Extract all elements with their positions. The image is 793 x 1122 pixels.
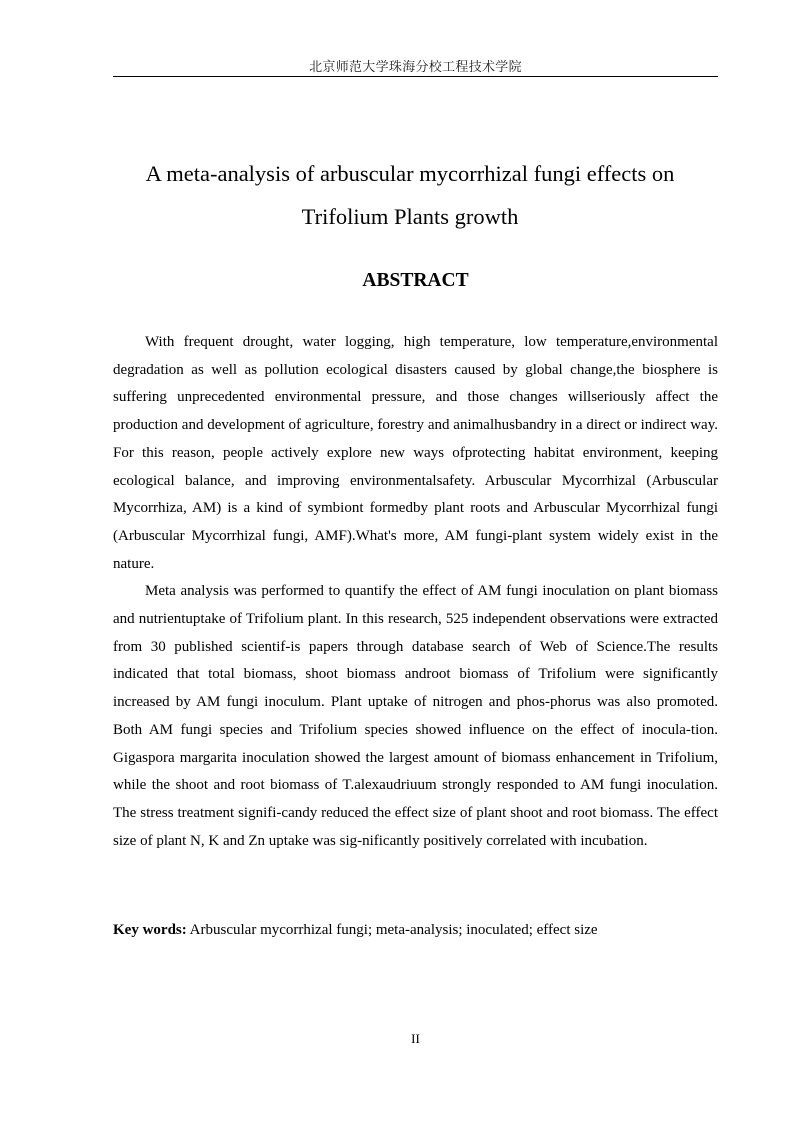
abstract-paragraph-1: With frequent drought, water logging, high temperature, low temperature,environmental degradation as well as pollution ecological disasters caused by global change,the biosphere is suffering unprecedented environmental pressure, and those changes willseriously affect the production and development of agriculture, forestry and animalhusbandry in a direct or indirect way. For this reason, people actively explore new ways ofprotecting habitat environment, keeping ecological balance, and improving environmentalsafety. Arbuscular Mycorrhizal (Arbuscular Mycorrhiza, AM) is a kind of symbiont formedby plant roots and Arbuscular Mycorrhizal fungi (Arbuscular Mycorrhizal fungi, AMF).What's more, AM fungi-plant system widely exist in the nature. (113, 334, 718, 572)
running-header: 北京师范大学珠海分校工程技术学院 (309, 60, 522, 75)
title-line-1: A meta-analysis of arbuscular mycorrhizal fungi effects on (145, 161, 675, 186)
page-number: II (411, 1031, 420, 1046)
paper-title (60, 152, 760, 238)
abstract-heading: ABSTRACT (362, 270, 469, 291)
title-line-2: Trifolium Plants growth (301, 204, 519, 229)
keywords-text: Arbuscular mycorrhizal fungi; meta-analysis; inoculated; effect size (186, 922, 598, 938)
abstract-paragraph-2: Meta analysis was performed to quantify the effect of AM fungi inoculation on plant biomass and nutrientuptake of Trifolium plant. In this research, 525 independent observations were extracted from 30 published scientif-is papers through database search of Web of Science.The results indicated that total biomass, shoot biomass androot biomass of Trifolium were significantly increased by AM fungi inoculum. Plant uptake of nitrogen and phos-phorus was also promoted. Both AM fungi species and Trifolium species showed influence on the effect of inocula-tion. Gigaspora margarita inoculation showed the largest amount of biomass enhancement in Trifolium, while the shoot and root biomass of T.alexaudriuum strongly responded to AM fungi inoculation. The stress treatment signifi-candy reduced the effect size of plant shoot and root biomass. The effect size of plant N, K and Zn uptake was sig-nificantly positively correlated with incubation. (113, 583, 718, 849)
keywords-label: Key words: (113, 922, 187, 938)
abstract-body (113, 329, 718, 855)
keywords (113, 916, 718, 944)
header-rule (113, 76, 718, 77)
